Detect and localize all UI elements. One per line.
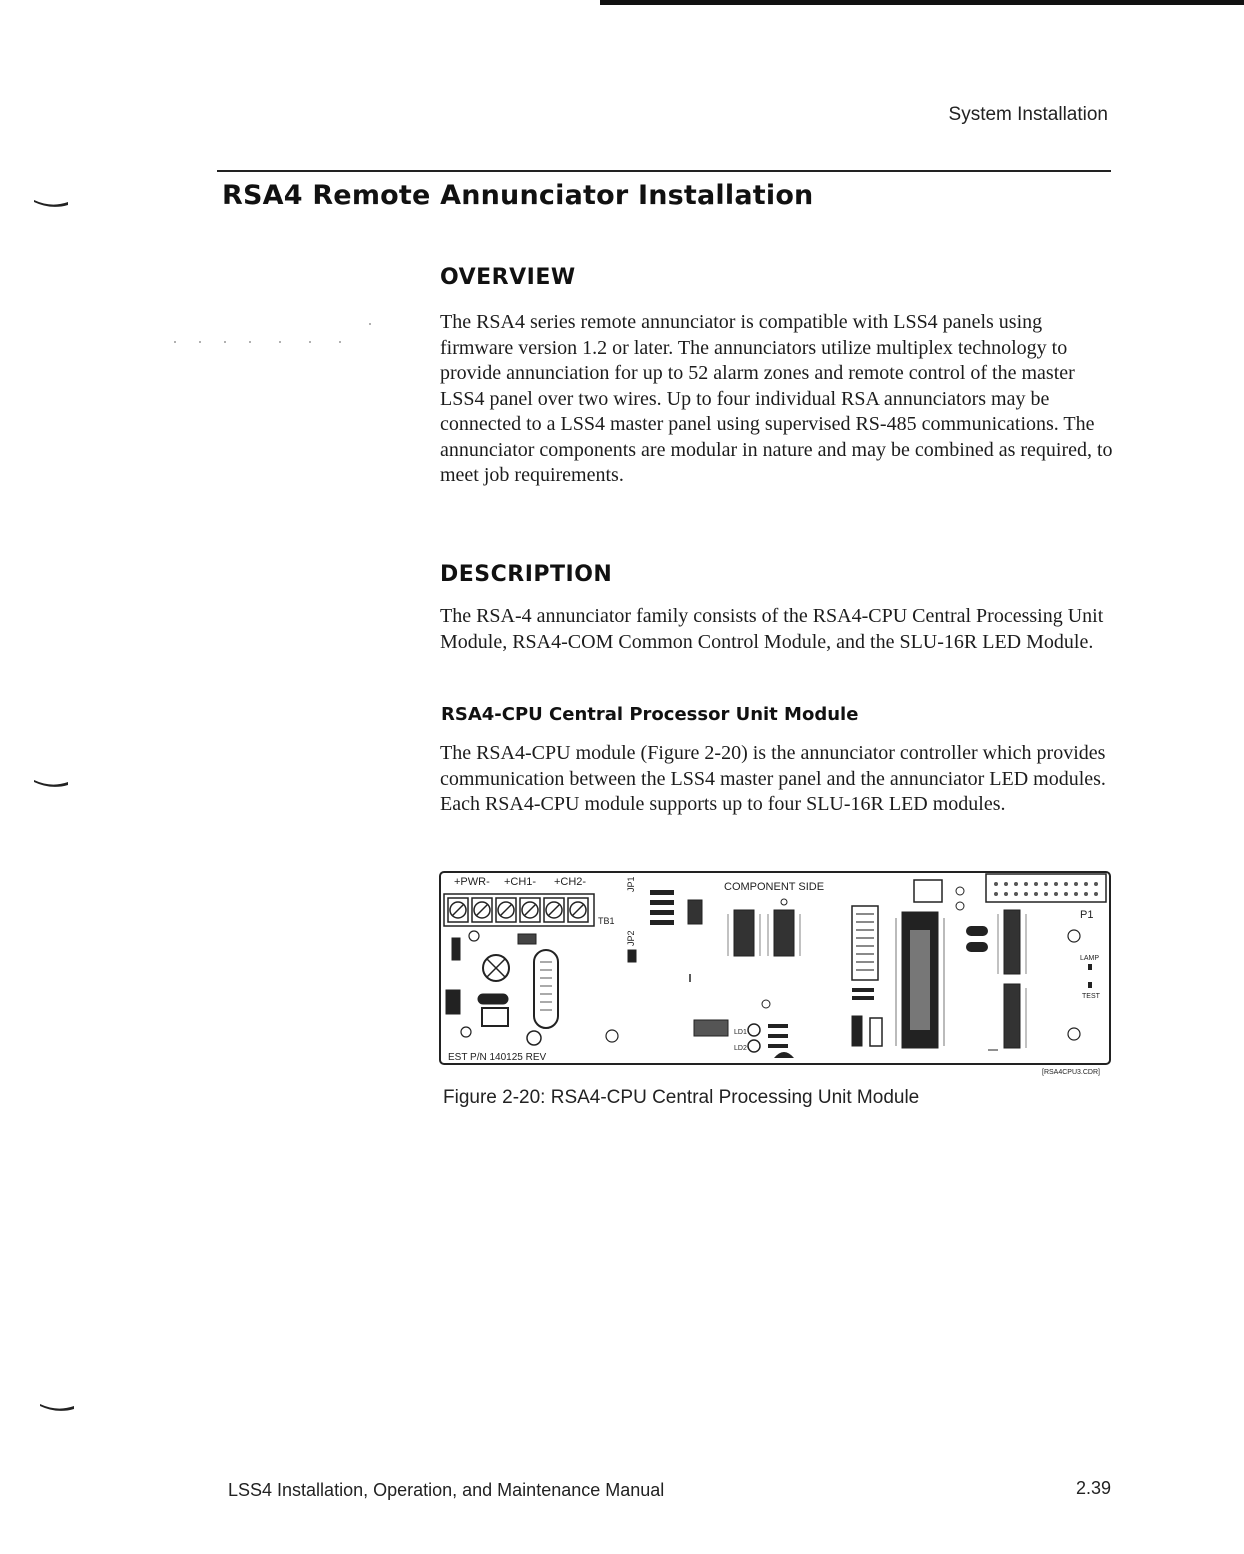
description-paragraph: The RSA-4 annunciator family consists of the RSA4-CPU Central Processing Unit Module, RSA4-COM Common Control Module, and the SLU-16R LED Module. (440, 605, 1104, 653)
oscillator (914, 880, 942, 902)
margin-dots (170, 318, 380, 348)
label-jp1: JP1 (626, 876, 636, 892)
overview-heading: OVERVIEW (440, 265, 576, 290)
binding-mark-middle (34, 778, 68, 788)
overview-paragraph: The RSA4 series remote annunciator is compatible with LSS4 panels using firmware version 1.2 or later. The annunciators utilize multiplex technology to provide annunciation for up to 52 alarm zones and remote control of the master LSS4 panel over two wires. Up to four individual RSA annunciators may be connected to a LSS4 master panel using supervised RS-485 communications. The annunciator components are modular in nature and may be combined as required, to meet job requirements. (440, 311, 1113, 486)
page-title: RSA4 Remote Annunciator Installation (222, 180, 814, 211)
ic-u6 (1004, 984, 1020, 1048)
page-number: 2.39 (1076, 1478, 1112, 1498)
display-chip (694, 1020, 728, 1036)
binding-mark-top (34, 198, 68, 208)
rsa4-cpu-board-figure (438, 870, 1112, 1076)
label-tb1: TB1 (598, 916, 615, 926)
terminal-block-tb1 (444, 894, 594, 926)
label-p1: P1 (1080, 909, 1094, 921)
cpu-module-heading: RSA4-CPU Central Processor Unit Module (441, 704, 859, 725)
binding-mark-bottom (40, 1402, 74, 1412)
led-ld1 (748, 1024, 760, 1036)
capacitor-small (852, 1016, 862, 1046)
label-file-ref: [RSA4CPU3.CDR] (1042, 1069, 1100, 1076)
running-head: System Installation (948, 104, 1108, 125)
connector-p1 (986, 874, 1106, 902)
cpu-module-paragraph: The RSA4-CPU module (Figure 2-20) is the annunciator controller which provides communication between the LSS4 master panel and the annunciator LED modules. Each RSA4-CPU module supports up to four SLU-16R LED modules. (440, 742, 1106, 815)
title-rule (217, 170, 1111, 172)
label-jp2: JP2 (626, 930, 636, 946)
label-ld1: LD1 (734, 1029, 747, 1036)
transistor (518, 934, 536, 944)
dip-switch (852, 906, 878, 980)
label-part-number: EST P/N 140125 REV (448, 1052, 547, 1063)
label-pwr: +PWR- (454, 876, 490, 888)
label-ld2: LD2 (734, 1045, 747, 1052)
description-heading: DESCRIPTION (440, 562, 613, 587)
resistor-array (650, 890, 674, 925)
relay (482, 1008, 508, 1026)
label-lamp: LAMP (1080, 955, 1100, 962)
ic-u5 (1004, 910, 1020, 974)
ic-small (688, 900, 702, 924)
label-test: TEST (1082, 993, 1100, 1000)
mounting-hole (469, 931, 479, 941)
regulator (452, 938, 460, 960)
led-ld2 (748, 1040, 760, 1052)
ic-u2 (774, 910, 794, 956)
label-ch1: +CH1- (504, 876, 537, 888)
label-ch2: +CH2- (554, 876, 587, 888)
label-component-side: COMPONENT SIDE (724, 881, 825, 893)
diode (478, 994, 508, 1004)
scan-top-border (600, 0, 1244, 5)
figure-caption: Figure 2-20: RSA4-CPU Central Processing Unit Module (443, 1087, 920, 1108)
footer-manual-title: LSS4 Installation, Operation, and Maintenance Manual (228, 1480, 665, 1500)
fuse (446, 990, 460, 1014)
ic-u1 (734, 910, 754, 956)
